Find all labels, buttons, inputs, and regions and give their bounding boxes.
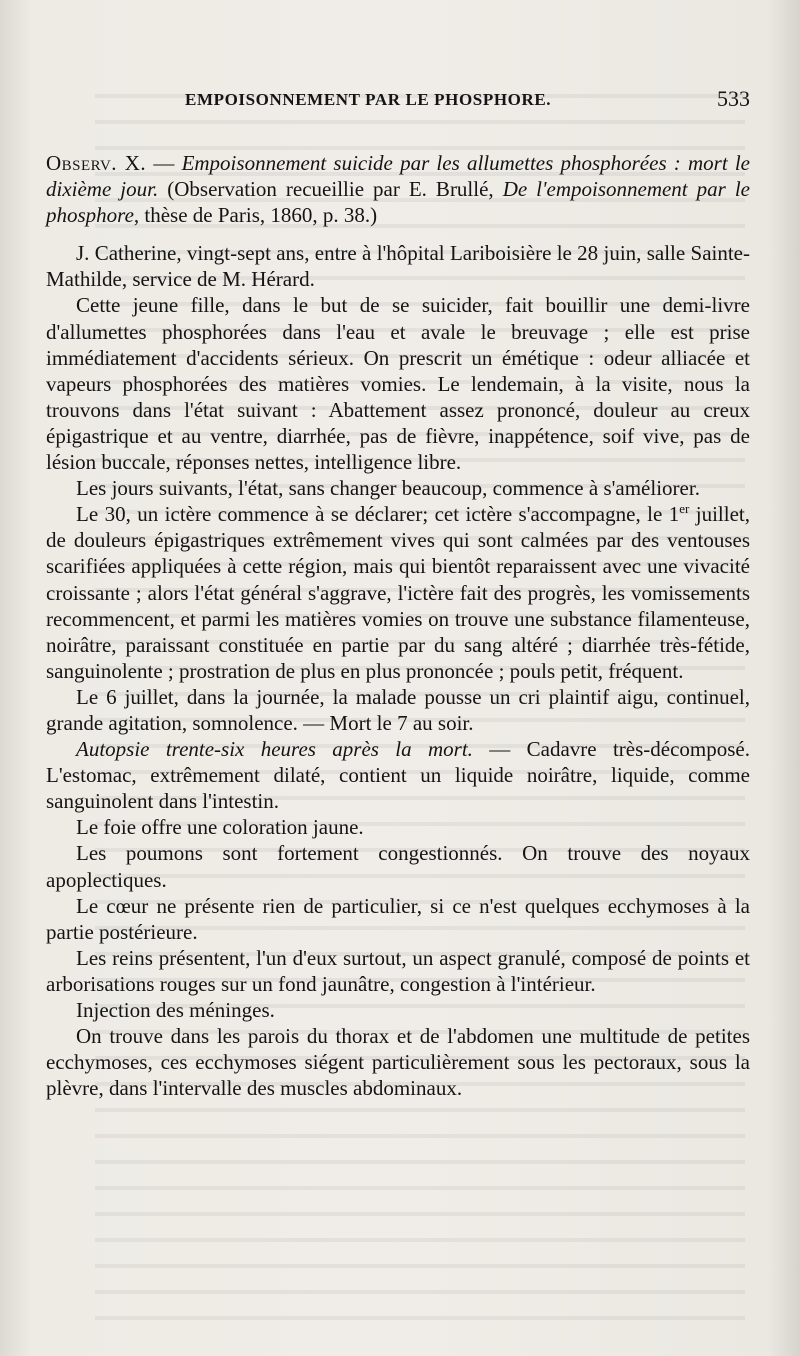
icterus-text-b: juillet, de douleurs épigastriques extrêmement vives qui sont calmées par des ventouses scarifiées appliquées à cette région, mais qui bientôt reparaissent avec une vivacité croissante ; alors l'état général s'aggrave, l'ictère fait des progrès, les vomissements recommencent, et parmi les matières vomies on trouve une substance filamenteuse, noirâtre, paraissant constituée en partie par du sang altéré ; diarrhée très-fétide, sanguinolente ; prostration de plus en plus prononcée ; pouls petit, fréquent. [46, 502, 750, 683]
observation-dash: — [146, 151, 182, 175]
observation-source-title: De l'empoisonnement par le phosphore [46, 177, 750, 228]
finding-liver: Le foie offre une coloration jaune. [76, 815, 364, 840]
body-text [46, 150, 750, 1101]
page-number: 533 [717, 86, 750, 111]
observation-heading [46, 150, 750, 228]
paragraph-following-days: Les jours suivants, l'état, sans changer beaucoup, commence à s'améliorer. [76, 476, 700, 501]
observation-source-suffix: , thèse de Paris, 1860, p. 38.) [133, 203, 378, 228]
observation-label: Observ. X. [46, 151, 147, 175]
finding-ecchymoses: On trouve dans les parois du thorax et de l'abdomen une multitude de petites ecchymoses, ces ecchymoses siégent particulièrement sous les pectoraux, sous la plèvre, dans l'intervalle des muscles abdominaux. [46, 1024, 750, 1101]
autopsy-heading: Autopsie trente-six heures après la mort. [76, 737, 473, 762]
paragraph-poisoning: Cette jeune fille, dans le but de se suicider, fait bouillir une demi-livre d'allumettes phosphorées dans l'eau et avale le breuvage ; elle est prise immédiatement d'accidents sérieux. On prescrit un émétique : odeur alliacée et vapeurs phosphorées des matières vomies. Le lendemain, à la visite, nous la trouvons dans l'état suivant : Abattement assez prononcé, douleur au creux épigastrique et au ventre, diarrhée, pas de fièvre, inappétence, soif vive, pas de lésion buccale, réponses nettes, intelligence libre. [46, 293, 750, 475]
finding-lungs: Les poumons sont fortement congestionnés. On trouve des noyaux apoplectiques. [46, 841, 750, 892]
paragraph-death: Le 6 juillet, dans la journée, la malade pousse un cri plaintif aigu, continuel, grande agitation, somnolence. — Mort le 7 au soir. [46, 684, 750, 735]
paragraph-icterus [46, 501, 750, 684]
paragraph-admission: J. Catherine, vingt-sept ans, entre à l'hôpital Lariboisière le 28 juin, salle Sainte-Mathilde, service de M. Hérard. [46, 241, 750, 292]
icterus-superscript: er [679, 501, 690, 517]
observation-source-prefix: (Observation recueillie par E. Brullé, [158, 177, 503, 202]
running-title: EMPOISONNEMENT PAR LE PHOSPHORE. [185, 90, 552, 109]
observation-title: Empoisonnement suicide par les allumettes phosphorées : mort le dixième jour. [46, 151, 751, 202]
finding-heart: Le cœur ne présente rien de particulier, si ce n'est quelques ecchymoses à la partie postérieure. [46, 893, 750, 944]
paragraph-autopsy [46, 736, 750, 814]
page-header [45, 88, 750, 118]
finding-meninges: Injection des méninges. [76, 998, 275, 1022]
finding-kidneys: Les reins présentent, l'un d'eux surtout, un aspect granulé, composé de points et arborisations rouges sur un fond jaunâtre, congestion à l'intérieur. [46, 945, 750, 996]
autopsy-text: — Cadavre très-décomposé. L'estomac, extrêmement dilaté, contient un liquide noirâtre, liquide, comme sanguinolent dans l'intestin. [46, 737, 750, 814]
icterus-text-a: Le 30, un ictère commence à se déclarer; cet ictère s'accompagne, le 1 [76, 502, 680, 527]
